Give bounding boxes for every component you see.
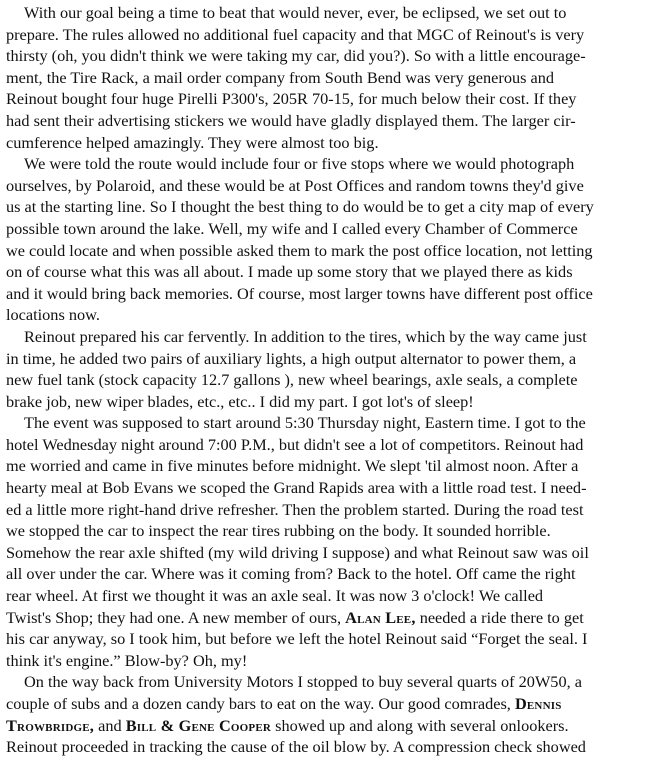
text-segment: and [94,715,126,735]
text-line: Somehow the rear axle shifted (my wild driving I suppose) and what Reinout saw was oil [6,542,589,562]
text-segment: needed a ride there to get [419,607,584,627]
text-line: thirsty (oh, you didn't think we were taking my car, did you?). So with a little encourage- [6,46,586,66]
text-line: possible town around the lake. Well, my wife and I called every Chamber of Commerce [6,218,578,238]
person-name-bill-gene-cooper: Bill & Gene Cooper [125,715,272,735]
paragraph-1 [6,2,657,153]
text-line: think it's engine.” Blow-by? Oh, my! [6,650,248,670]
person-name-trowbridge: Trowbridge, [6,715,95,735]
paragraph-5 [6,671,657,757]
text-line: We were told the route would include four or five stops where we would photograph [24,154,575,174]
text-line: ed a little more right-hand drive refresher. Then the problem started. During the road test [6,499,584,519]
text-line: locations now. [6,305,100,325]
text-line: in time, he added two pairs of auxiliary lights, a high output alternator to power them, a [6,348,577,368]
text-segment: Twist's Shop; they had one. A new member of ours, [6,607,346,627]
text-line: we could locate and when possible asked them to mark the post office location, not letting [6,240,593,260]
text-line [6,607,657,629]
text-line: hearty meal at Bob Evans we scoped the Grand Rapids area with a little road test. I need- [6,478,587,498]
text-line: Reinout bought four huge Pirelli P300's, 205R 70-15, for much below their cost. If they [6,89,577,109]
text-segment: showed up and along with several onlookers. [275,715,569,735]
text-line: prepare. The rules allowed no additional fuel capacity and that MGC of Reinout's is very [6,24,585,44]
text-line: Reinout proceeded in tracking the cause of the oil blow by. A compression check showed [6,737,586,757]
text-segment: couple of subs and a dozen candy bars to eat on the way. Our good comrades, [6,694,515,713]
text-line: cumference helped amazingly. They were almost too big. [6,132,379,152]
text-line: Reinout prepared his car fervently. In addition to the tires, which by the way came just [24,326,587,346]
text-line: had sent their advertising stickers we would have gladly displayed them. The larger cir- [6,110,576,130]
paragraph-2 [6,153,657,326]
text-line: and it would bring back memories. Of course, most larger towns have different post office [6,283,593,303]
paragraph-3 [6,326,657,412]
text-line [6,715,657,737]
text-line: The event was supposed to start around 5:30 Thursday night, Eastern time. I got to the [24,413,586,433]
text-line: new fuel tank (stock capacity 12.7 gallons ), new wheel bearings, axle seals, a complete [6,370,578,390]
text-line: we stopped the car to inspect the rear tires rubbing on the body. It sounded horrible. [6,521,551,541]
person-name-alan-lee: Alan Lee, [345,607,416,627]
text-line: hotel Wednesday night around 7:00 P.M., but didn't see a lot of competitors. Reinout had [6,434,584,454]
text-line: rear wheel. At first we thought it was an axle seal. It was now 3 o'clock! We called [6,586,544,606]
text-line: brake job, new wiper blades, etc., etc.. I did my part. I got lot's of sleep! [6,391,474,411]
text-line: me worried and came in five minutes before midnight. We slept 'til almost noon. After a [6,456,579,476]
person-name-dennis: Dennis [514,694,562,713]
text-line: all over under the car. Where was it coming from? Back to the hotel. Off came the right [6,564,576,584]
text-line: On the way back from University Motors I stopped to buy several quarts of 20W50, a [24,672,582,692]
text-line: ourselves, by Polaroid, and these would be at Post Offices and random towns they'd give [6,175,584,195]
text-line: ment, the Tire Rack, a mail order company from South Bend was very generous and [6,67,555,87]
text-line: With our goal being a time to beat that would never, ever, be eclipsed, we set out to [24,3,567,22]
text-line [6,693,657,715]
text-line: his car anyway, so I took him, but before we left the hotel Reinout said “Forget the seal. I [6,629,588,649]
text-line: us at the starting line. So I thought the best thing to do would be to get a city map of every [6,197,594,217]
text-line: on of course what this was all about. I made up some story that we played there as kids [6,262,573,282]
paragraph-4 [6,412,657,671]
